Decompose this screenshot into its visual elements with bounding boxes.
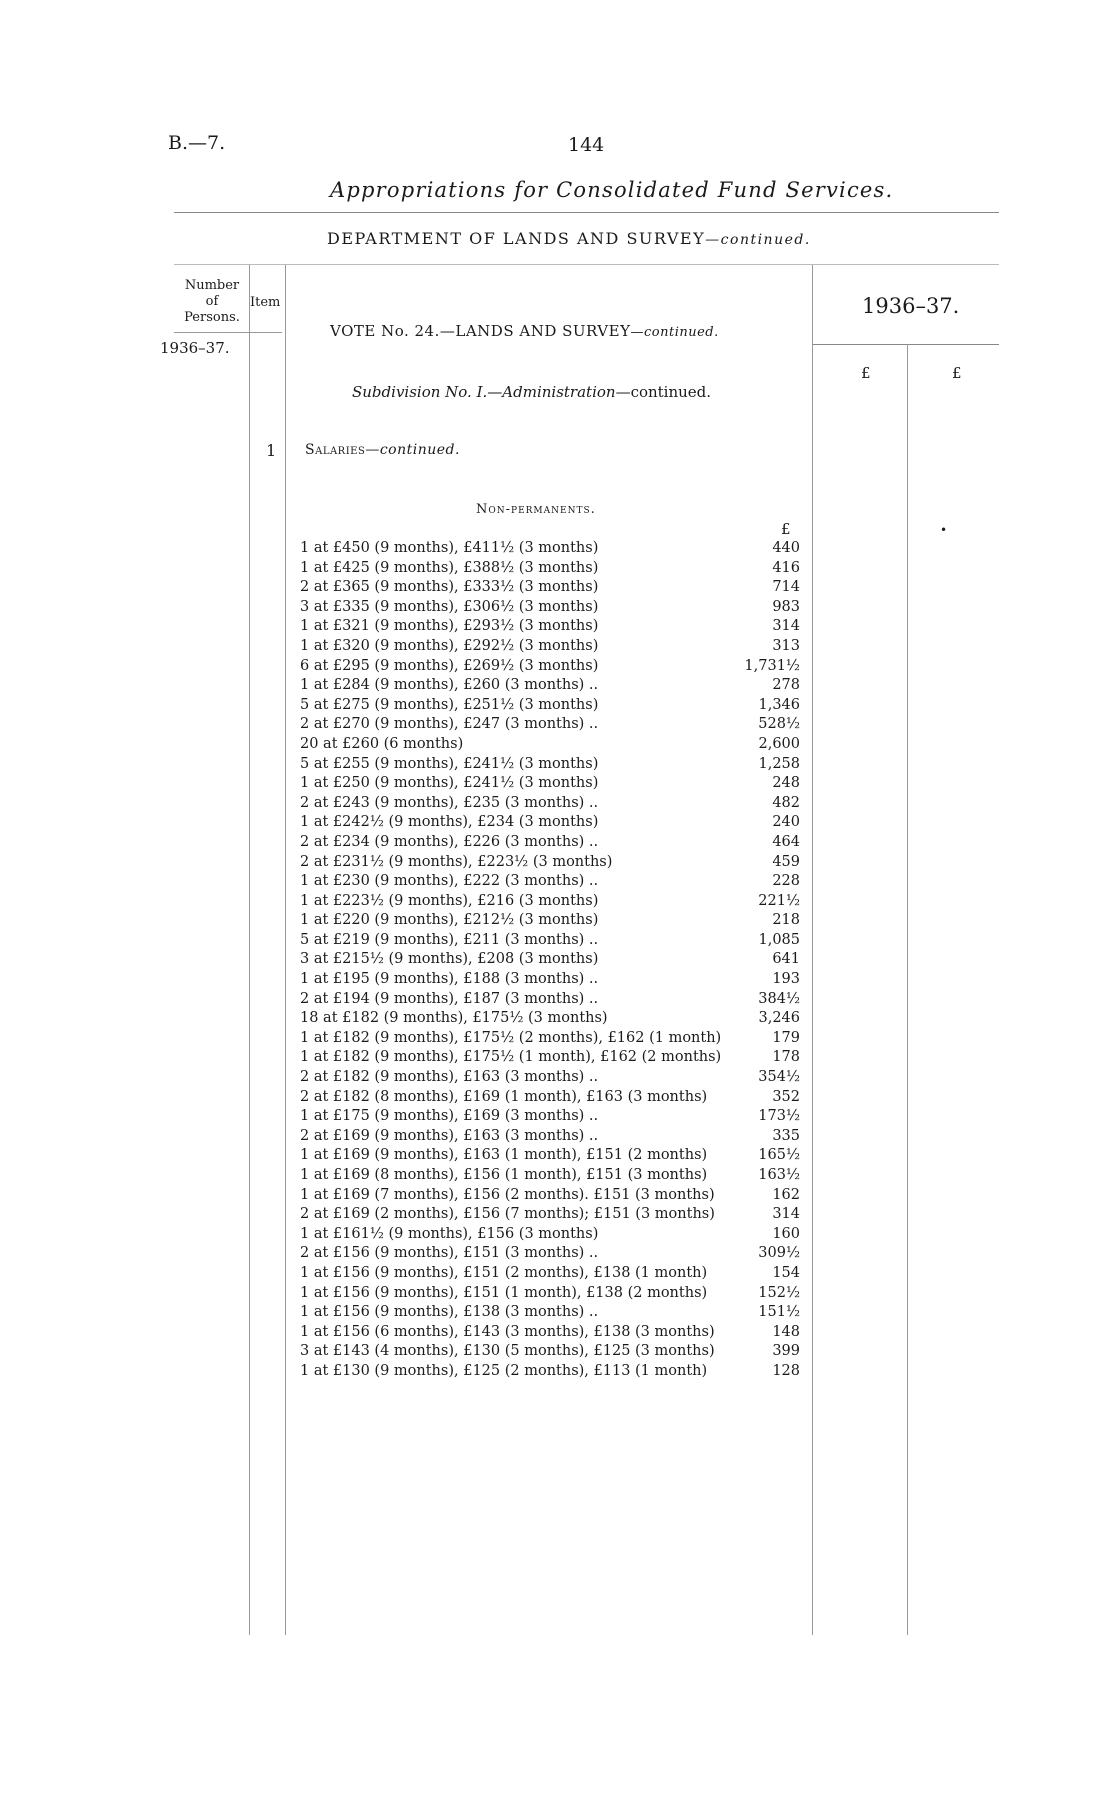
salary-row	[300, 1107, 800, 1127]
subdivision-heading	[352, 383, 711, 401]
salary-row	[300, 1186, 800, 1206]
salary-row-amount: 1,258	[758, 755, 800, 772]
salary-row-text: 2 at £194 (9 months), £187 (3 months) ..	[300, 990, 599, 1007]
print-speck: •	[940, 523, 948, 537]
salary-row-text: 1 at £230 (9 months), £222 (3 months) ..	[300, 873, 599, 890]
salary-row-amount: 314	[772, 618, 800, 635]
salary-row-amount: 1,085	[758, 931, 800, 948]
salary-row	[300, 1342, 800, 1362]
salary-row-amount: 179	[772, 1029, 800, 1046]
salary-row-text: 1 at £220 (9 months), £212½ (3 months)	[300, 912, 599, 929]
item-number: 1	[266, 441, 277, 460]
salary-row-amount: 152½	[758, 1284, 800, 1301]
salary-row-text: 1 at £195 (9 months), £188 (3 months) ..	[300, 971, 599, 988]
pound-sign-col-2: £	[952, 364, 962, 382]
salary-row	[300, 559, 800, 579]
department-name: DEPARTMENT OF LANDS AND SURVEY	[327, 229, 706, 248]
salary-row-text: 5 at £219 (9 months), £211 (3 months) ..	[300, 931, 599, 948]
salary-row-text: 1 at £182 (9 months), £175½ (2 months), £162 (1 month)	[300, 1029, 722, 1046]
column-year-left: 1936–37.	[160, 339, 230, 357]
salary-row-amount: 309½	[758, 1245, 800, 1262]
salary-row-amount: 482	[772, 794, 800, 811]
salary-row-text: 5 at £275 (9 months), £251½ (3 months)	[300, 696, 599, 713]
salary-row-text: 2 at £270 (9 months), £247 (3 months) ..	[300, 716, 599, 733]
column-number-of-persons: Number of Persons.	[184, 278, 240, 325]
salary-row-text: 2 at £365 (9 months), £333½ (3 months)	[300, 579, 599, 596]
salary-row-text: 2 at £182 (9 months), £163 (3 months) ..	[300, 1069, 599, 1086]
salary-row-amount: 128	[772, 1362, 800, 1379]
right-header-rule	[812, 344, 999, 345]
salary-row-text: 3 at £143 (4 months), £130 (5 months), £125 (3 months)	[300, 1343, 715, 1360]
salary-row	[300, 1127, 800, 1147]
salary-row	[300, 931, 800, 951]
salary-row-amount: 983	[772, 598, 800, 615]
salary-row-text: 2 at £234 (9 months), £226 (3 months) ..	[300, 833, 599, 850]
vote-heading	[330, 322, 719, 340]
salary-row	[300, 1205, 800, 1225]
salary-row-amount: 1,731½	[744, 657, 800, 674]
document-reference: B.—7.	[168, 132, 226, 154]
salary-row-text: 3 at £335 (9 months), £306½ (3 months)	[300, 598, 599, 615]
salary-row-amount: 641	[772, 951, 800, 968]
salary-row-amount: 162	[772, 1186, 800, 1203]
salary-row-text: 1 at £175 (9 months), £169 (3 months) ..	[300, 1108, 599, 1125]
salary-row-text: 1 at £156 (9 months), £151 (1 month), £138 (2 months)	[300, 1284, 708, 1301]
salary-row-text: 1 at £320 (9 months), £292½ (3 months)	[300, 637, 599, 654]
salary-row	[300, 755, 800, 775]
column-year-right: 1936–37.	[862, 294, 960, 318]
salary-row	[300, 1362, 800, 1382]
salary-row-text: 2 at £169 (9 months), £163 (3 months) ..	[300, 1127, 599, 1144]
salary-row	[300, 1166, 800, 1186]
salary-row-text: 1 at £223½ (9 months), £216 (3 months)	[300, 892, 599, 909]
salary-row-amount: 248	[772, 775, 800, 792]
salary-row	[300, 892, 800, 912]
item-column-line	[285, 265, 286, 1635]
salary-row-amount: 228	[772, 873, 800, 890]
department-suffix: —continued.	[705, 232, 811, 248]
salary-row-amount: 3,246	[758, 1010, 800, 1027]
salary-row-text: 1 at £450 (9 months), £411½ (3 months)	[300, 540, 599, 556]
salary-row-amount: 464	[772, 833, 800, 850]
salary-row	[300, 637, 800, 657]
subdivision-suffix: —continued.	[615, 383, 712, 401]
salary-row	[300, 774, 800, 794]
persons-column-line	[249, 265, 250, 1635]
salary-row	[300, 539, 800, 559]
pounds-column-line	[907, 344, 908, 1635]
salary-row	[300, 578, 800, 598]
salary-row-text: 1 at £321 (9 months), £293½ (3 months)	[300, 618, 599, 635]
salary-row	[300, 813, 800, 833]
section-heading-non-permanents: Non-permanents.	[476, 502, 596, 517]
salary-row-text: 2 at £231½ (9 months), £223½ (3 months)	[300, 853, 613, 870]
salary-row-amount: 193	[772, 971, 800, 988]
salary-row	[300, 1068, 800, 1088]
salary-row-text: 2 at £169 (2 months), £156 (7 months); £151 (3 months)	[300, 1206, 715, 1223]
salary-row-amount: 160	[772, 1225, 800, 1242]
salary-row	[300, 853, 800, 873]
salary-row	[300, 911, 800, 931]
salary-row	[300, 1323, 800, 1343]
salary-row	[300, 1303, 800, 1323]
salary-row-amount: 221½	[758, 892, 800, 909]
vote-suffix: —continued.	[630, 325, 719, 340]
salary-row	[300, 1264, 800, 1284]
salary-row-text: 6 at £295 (9 months), £269½ (3 months)	[300, 657, 599, 674]
salary-row-amount: 151½	[758, 1304, 800, 1321]
salary-row-text: 1 at £284 (9 months), £260 (3 months) ..	[300, 677, 599, 694]
salary-row	[300, 676, 800, 696]
salary-row-text: 20 at £260 (6 months)	[300, 735, 464, 752]
salary-row-text: 1 at £156 (9 months), £151 (2 months), £138 (1 month)	[300, 1264, 708, 1281]
salary-row-text: 1 at £169 (8 months), £156 (1 month), £151 (3 months)	[300, 1167, 708, 1183]
salary-row-amount: 165½	[758, 1147, 800, 1164]
salary-row-amount: 399	[772, 1343, 800, 1360]
persons-header-rule	[174, 332, 282, 333]
salary-row	[300, 990, 800, 1010]
salary-row	[300, 657, 800, 677]
salary-row-amount: 384½	[758, 990, 800, 1007]
salary-row-amount: 528½	[758, 716, 800, 733]
salary-row-amount: 1,346	[758, 696, 800, 713]
salary-row	[300, 1284, 800, 1304]
salary-row-amount: 278	[772, 677, 800, 694]
salary-row	[300, 950, 800, 970]
salary-row	[300, 794, 800, 814]
salary-row-amount: 173½	[758, 1108, 800, 1125]
vote-label: VOTE No. 24.—LANDS AND SURVEY	[330, 322, 631, 340]
salary-row-text: 1 at £242½ (9 months), £234 (3 months)	[300, 814, 599, 831]
salary-row-text: 1 at £169 (9 months), £163 (1 month), £151 (2 months)	[300, 1147, 708, 1164]
salary-row-amount: 148	[772, 1323, 800, 1340]
salary-row-amount: 313	[772, 637, 800, 654]
salary-row	[300, 1244, 800, 1264]
salary-row	[300, 970, 800, 990]
pound-sign-col-1: £	[861, 364, 871, 382]
column-item: Item	[250, 295, 281, 310]
salary-row-amount: 459	[772, 853, 800, 870]
salary-row-amount: 2,600	[758, 735, 800, 752]
salary-row	[300, 598, 800, 618]
salary-row-text: 1 at £169 (7 months), £156 (2 months). £151 (3 months)	[300, 1186, 715, 1203]
salary-row-amount: 218	[772, 912, 800, 929]
salary-row	[300, 617, 800, 637]
salary-row	[300, 1225, 800, 1245]
pound-sign-col-3: £	[781, 520, 791, 538]
salary-row	[300, 735, 800, 755]
header-top-rule	[174, 264, 999, 265]
salary-row-amount: 163½	[758, 1167, 800, 1183]
salary-row	[300, 1029, 800, 1049]
salary-row	[300, 696, 800, 716]
salaries-heading	[305, 442, 460, 458]
title-rule	[174, 212, 999, 213]
salary-row-amount: 352	[772, 1088, 800, 1105]
salary-row-text: 2 at £243 (9 months), £235 (3 months) ..	[300, 794, 599, 811]
salary-row-text: 1 at £156 (6 months), £143 (3 months), £138 (3 months)	[300, 1323, 715, 1340]
page-title: Appropriations for Consolidated Fund Services.	[330, 178, 894, 202]
salary-row-amount: 440	[772, 540, 800, 556]
salary-row-text: 1 at £130 (9 months), £125 (2 months), £113 (1 month)	[300, 1362, 708, 1379]
salary-row-amount: 416	[772, 559, 800, 576]
salary-rows	[300, 539, 800, 1382]
salary-row-text: 1 at £161½ (9 months), £156 (3 months)	[300, 1225, 599, 1242]
salary-row	[300, 1146, 800, 1166]
salary-row	[300, 1048, 800, 1068]
salary-row-text: 18 at £182 (9 months), £175½ (3 months)	[300, 1010, 608, 1027]
salary-row-amount: 314	[772, 1206, 800, 1223]
salary-row-text: 3 at £215½ (9 months), £208 (3 months)	[300, 951, 599, 968]
salary-row	[300, 1009, 800, 1029]
salary-row-text: 2 at £182 (8 months), £169 (1 month), £163 (3 months)	[300, 1088, 708, 1105]
salary-row-text: 1 at £425 (9 months), £388½ (3 months)	[300, 559, 599, 576]
salaries-suffix: —continued.	[365, 442, 460, 458]
salary-row-amount: 240	[772, 814, 800, 831]
subdivision-label: Subdivision No. I.—Administration	[352, 383, 616, 401]
salary-row-amount: 154	[772, 1264, 800, 1281]
department-heading	[327, 229, 811, 248]
salary-row-text: 1 at £182 (9 months), £175½ (1 month), £162 (2 months)	[300, 1049, 722, 1066]
salary-row-amount: 335	[772, 1127, 800, 1144]
page-number: 144	[568, 134, 605, 156]
salary-row-amount: 354½	[758, 1069, 800, 1086]
salary-row	[300, 1088, 800, 1108]
salary-row-amount: 178	[772, 1049, 800, 1066]
salary-row	[300, 833, 800, 853]
salaries-label: Salaries	[305, 442, 366, 458]
salary-row-text: 1 at £156 (9 months), £138 (3 months) ..	[300, 1304, 599, 1321]
salary-row	[300, 872, 800, 892]
salary-row	[300, 715, 800, 735]
salary-row-text: 1 at £250 (9 months), £241½ (3 months)	[300, 775, 599, 792]
salary-row-text: 2 at £156 (9 months), £151 (3 months) ..	[300, 1245, 599, 1262]
salary-row-text: 5 at £255 (9 months), £241½ (3 months)	[300, 755, 599, 772]
amount-column-line	[812, 265, 813, 1635]
salary-row-amount: 714	[772, 579, 800, 596]
